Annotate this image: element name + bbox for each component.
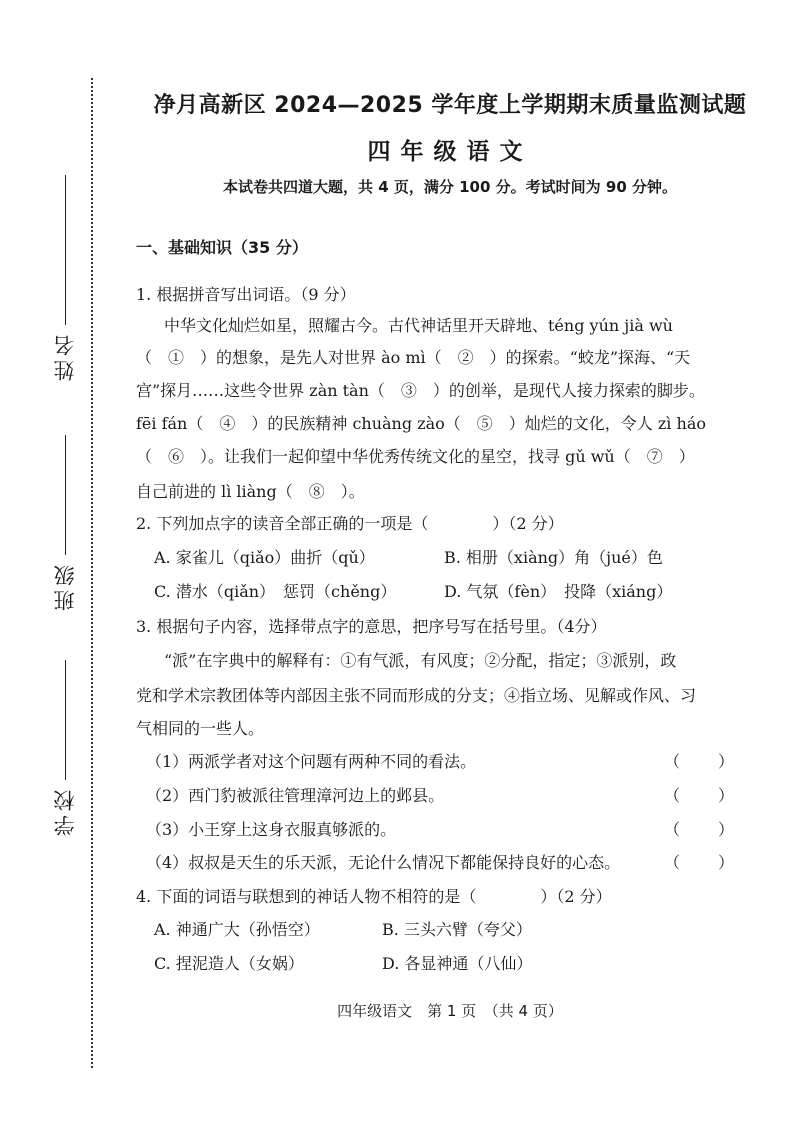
q3-explain: “派”在字典中的解释有：①有气派，有风度；②分配，指定；③派别，政 <box>164 651 677 670</box>
q3-item-1: （1）两派学者对这个问题有两种不同的看法。 <box>146 752 477 771</box>
school-label: 学校 <box>53 786 77 836</box>
q1-line: （ ① ）的想象，是先人对世界 ào mì（ ② ）的探索。“蛟龙”探海、“天 <box>136 348 691 367</box>
q3-answer-2[interactable]: （ ） <box>664 786 737 805</box>
q2-stem: 2. 下列加点字的读音全部正确的一项是（ ）（2 分） <box>136 514 564 533</box>
exam-subtitle: 四年级语文 <box>367 139 533 165</box>
q3-answer-1[interactable]: （ ） <box>664 752 737 771</box>
q1-line: 自己前进的 lì liàng（ ⑧ ）。 <box>136 482 365 501</box>
q4-option-d[interactable]: D. 各显神通（八仙） <box>382 954 533 973</box>
q1-line: 中华文化灿烂如星，照耀古今。古代神话里开天辟地、téng yún jià wù <box>164 316 673 335</box>
q2-option-c[interactable]: C. 潜水（qiǎn） 惩罚（chěng） <box>154 582 397 601</box>
class-label: 班级 <box>53 561 77 611</box>
q1-line: （ ⑥ ）。让我们一起仰望中华优秀传统文化的星空，找寻 gǔ wǔ（ ⑦ ） <box>136 447 695 466</box>
page-footer: 四年级语文 第 1 页 （共 4 页） <box>337 1002 563 1020</box>
q3-item-3: （3）小王穿上这身衣服真够派的。 <box>146 820 397 839</box>
q3-answer-4[interactable]: （ ） <box>664 853 737 872</box>
name-label: 姓名 <box>53 331 77 381</box>
q4-option-c[interactable]: C. 捏泥造人（女娲） <box>154 954 304 973</box>
q3-answer-3[interactable]: （ ） <box>664 820 737 839</box>
q3-stem: 3. 根据句子内容，选择带点字的意思，把序号写在括号里。（4分） <box>136 617 607 636</box>
q2-option-a[interactable]: A. 家雀儿（qiǎo）曲折（qǔ） <box>154 548 375 567</box>
q4-stem: 4. 下面的词语与联想到的神话人物不相符的是（ ）（2 分） <box>136 887 612 906</box>
q4-option-b[interactable]: B. 三头六臂（夸父） <box>382 920 532 939</box>
q3-explain: 党和学术宗教团体等内部因主张不同而形成的分支；④指立场、见解或作风、习 <box>136 686 697 705</box>
q3-explain: 气相同的一些人。 <box>136 719 265 738</box>
q4-option-a[interactable]: A. 神通广大（孙悟空） <box>154 920 320 939</box>
q3-item-4: （4）叔叔是天生的乐天派，无论什么情况下都能保持良好的心态。 <box>146 853 621 872</box>
q1-line: fēi fán（ ④ ）的民族精神 chuàng zào（ ⑤ ）灿烂的文化，令人 zì háo <box>136 414 706 433</box>
q2-option-b[interactable]: B. 相册（xiàng）角（jué）色 <box>444 548 663 567</box>
exam-note: 本试卷共四道大题，共 4 页，满分 100 分。考试时间为 90 分钟。 <box>223 178 677 196</box>
q3-item-2: （2）西门豹被派往管理漳河边上的邺县。 <box>146 786 445 805</box>
section-heading: 一、基础知识（35 分） <box>136 238 308 257</box>
q1-stem: 1. 根据拼音写出词语。（9 分） <box>136 285 356 304</box>
exam-title: 净月高新区 2024—2025 学年度上学期期末质量监测试题 <box>153 93 747 118</box>
q1-line: 宫”探月……这些令世界 zàn tàn（ ③ ）的创举，是现代人接力探索的脚步。 <box>136 381 705 400</box>
q2-option-d[interactable]: D. 气氛（fèn） 投降（xiáng） <box>444 582 673 601</box>
